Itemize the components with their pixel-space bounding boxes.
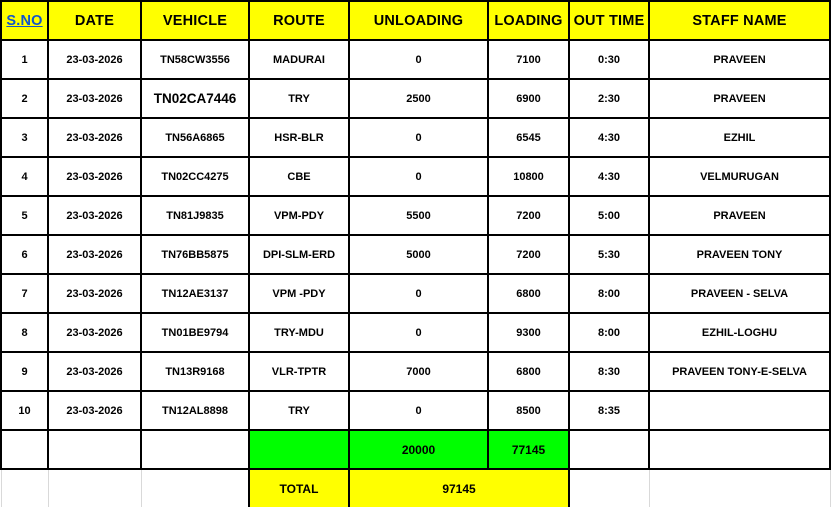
cell-sno[interactable]: 4 [1, 157, 48, 196]
cell-vehicle-empty[interactable] [141, 469, 249, 507]
cell-unloading[interactable]: 0 [349, 118, 488, 157]
header-loading[interactable]: LOADING [488, 1, 569, 40]
cell-staff[interactable]: PRAVEEN [649, 40, 830, 79]
cell-unloading[interactable]: 0 [349, 40, 488, 79]
table-row [1, 235, 830, 274]
cell-date[interactable]: 23-03-2026 [48, 40, 141, 79]
cell-out-time[interactable]: 5:30 [569, 235, 649, 274]
table-row [1, 118, 830, 157]
cell-date[interactable]: 23-03-2026 [48, 391, 141, 430]
cell-sno[interactable]: 8 [1, 313, 48, 352]
cell-sno[interactable]: 5 [1, 196, 48, 235]
cell-unloading[interactable]: 0 [349, 274, 488, 313]
total-row [1, 469, 830, 507]
cell-sno[interactable]: 9 [1, 352, 48, 391]
cell-staff[interactable] [649, 391, 830, 430]
header-out-time[interactable]: OUT TIME [569, 1, 649, 40]
cell-out-time[interactable]: 8:00 [569, 274, 649, 313]
table-row [1, 313, 830, 352]
cell-out-time[interactable]: 4:30 [569, 118, 649, 157]
cell-sno-empty[interactable] [1, 469, 48, 507]
cell-vehicle[interactable]: TN12AE3137 [141, 274, 249, 313]
cell-staff[interactable]: EZHIL-LOGHU [649, 313, 830, 352]
header-staff-name[interactable]: STAFF NAME [649, 1, 830, 40]
cell-out-time[interactable]: 0:30 [569, 40, 649, 79]
cell-vehicle[interactable]: TN01BE9794 [141, 313, 249, 352]
table-row [1, 40, 830, 79]
cell-route[interactable]: TRY [249, 391, 349, 430]
cell-out-time[interactable]: 5:00 [569, 196, 649, 235]
cell-unloading[interactable]: 5000 [349, 235, 488, 274]
cell-staff[interactable]: PRAVEEN [649, 79, 830, 118]
cell-staff[interactable]: PRAVEEN TONY [649, 235, 830, 274]
cell-route[interactable]: MADURAI [249, 40, 349, 79]
cell-date[interactable]: 23-03-2026 [48, 79, 141, 118]
cell-route[interactable]: HSR-BLR [249, 118, 349, 157]
cell-vehicle[interactable]: TN12AL8898 [141, 391, 249, 430]
header-row [1, 1, 830, 40]
cell-out-time-empty[interactable] [569, 430, 649, 469]
cell-staff-empty[interactable] [649, 469, 830, 507]
cell-sno[interactable]: 10 [1, 391, 48, 430]
table-row [1, 352, 830, 391]
table-row [1, 79, 830, 118]
cell-date-empty[interactable] [48, 430, 141, 469]
cell-unloading[interactable]: 0 [349, 391, 488, 430]
cell-loading[interactable]: 9300 [488, 313, 569, 352]
loading-total-cell[interactable]: 77145 [488, 430, 569, 469]
cell-out-time[interactable]: 4:30 [569, 157, 649, 196]
cell-vehicle[interactable]: TN56A6865 [141, 118, 249, 157]
cell-route[interactable]: TRY [249, 79, 349, 118]
cell-unloading[interactable]: 7000 [349, 352, 488, 391]
cell-staff[interactable]: PRAVEEN [649, 196, 830, 235]
cell-sno-empty[interactable] [1, 430, 48, 469]
cell-route[interactable]: VPM-PDY [249, 196, 349, 235]
cell-loading[interactable]: 6545 [488, 118, 569, 157]
cell-route[interactable]: VPM -PDY [249, 274, 349, 313]
cell-route[interactable]: CBE [249, 157, 349, 196]
cell-route[interactable]: VLR-TPTR [249, 352, 349, 391]
cell-date[interactable]: 23-03-2026 [48, 118, 141, 157]
cell-sno[interactable]: 1 [1, 40, 48, 79]
cell-unloading[interactable]: 0 [349, 157, 488, 196]
cell-staff[interactable]: VELMURUGAN [649, 157, 830, 196]
cell-staff-empty[interactable] [649, 430, 830, 469]
cell-loading[interactable]: 6800 [488, 352, 569, 391]
cell-staff[interactable]: PRAVEEN - SELVA [649, 274, 830, 313]
cell-sno[interactable]: 3 [1, 118, 48, 157]
cell-staff[interactable]: PRAVEEN TONY-E-SELVA [649, 352, 830, 391]
cell-loading[interactable]: 8500 [488, 391, 569, 430]
table-row [1, 196, 830, 235]
unloading-total-cell[interactable]: 20000 [349, 430, 488, 469]
cell-staff[interactable]: EZHIL [649, 118, 830, 157]
cell-out-time[interactable]: 8:00 [569, 313, 649, 352]
cell-unloading[interactable]: 2500 [349, 79, 488, 118]
cell-route[interactable]: DPI-SLM-ERD [249, 235, 349, 274]
total-label-cell[interactable]: TOTAL [249, 469, 349, 507]
cell-date[interactable]: 23-03-2026 [48, 196, 141, 235]
cell-vehicle[interactable]: TN58CW3556 [141, 40, 249, 79]
header-date[interactable]: DATE [48, 1, 141, 40]
cell-unloading[interactable]: 0 [349, 313, 488, 352]
cell-out-time-empty[interactable] [569, 469, 649, 507]
header-sno[interactable] [1, 1, 48, 40]
cell-loading[interactable]: 6800 [488, 274, 569, 313]
table-row [1, 274, 830, 313]
summary-row [1, 430, 830, 469]
table-row [1, 391, 830, 430]
cell-out-time[interactable]: 8:30 [569, 352, 649, 391]
cell-unloading[interactable]: 5500 [349, 196, 488, 235]
sno-link[interactable]: S.NO [6, 12, 43, 29]
cell-loading[interactable]: 6900 [488, 79, 569, 118]
cell-sno[interactable]: 2 [1, 79, 48, 118]
cell-loading[interactable]: 7200 [488, 196, 569, 235]
cell-date[interactable]: 23-03-2026 [48, 313, 141, 352]
cell-date[interactable]: 23-03-2026 [48, 157, 141, 196]
cell-date[interactable]: 23-03-2026 [48, 352, 141, 391]
header-unloading[interactable]: UNLOADING [349, 1, 488, 40]
cell-out-time[interactable]: 2:30 [569, 79, 649, 118]
cell-vehicle[interactable]: TN76BB5875 [141, 235, 249, 274]
header-route[interactable]: ROUTE [249, 1, 349, 40]
cell-vehicle-empty[interactable] [141, 430, 249, 469]
cell-vehicle[interactable]: TN81J9835 [141, 196, 249, 235]
cell-vehicle[interactable]: TN02CA7446 [141, 79, 249, 118]
cell-sno[interactable]: 6 [1, 235, 48, 274]
cell-loading[interactable]: 10800 [488, 157, 569, 196]
cell-route[interactable]: TRY-MDU [249, 313, 349, 352]
cell-sno[interactable]: 7 [1, 274, 48, 313]
cell-out-time[interactable]: 8:35 [569, 391, 649, 430]
cell-vehicle[interactable]: TN13R9168 [141, 352, 249, 391]
cell-route-empty[interactable] [249, 430, 349, 469]
grand-total-cell[interactable]: 97145 [349, 469, 569, 507]
header-vehicle[interactable]: VEHICLE [141, 1, 249, 40]
cell-loading[interactable]: 7200 [488, 235, 569, 274]
table-row [1, 157, 830, 196]
cell-date[interactable]: 23-03-2026 [48, 274, 141, 313]
cell-vehicle[interactable]: TN02CC4275 [141, 157, 249, 196]
cell-loading[interactable]: 7100 [488, 40, 569, 79]
cell-date-empty[interactable] [48, 469, 141, 507]
cell-date[interactable]: 23-03-2026 [48, 235, 141, 274]
